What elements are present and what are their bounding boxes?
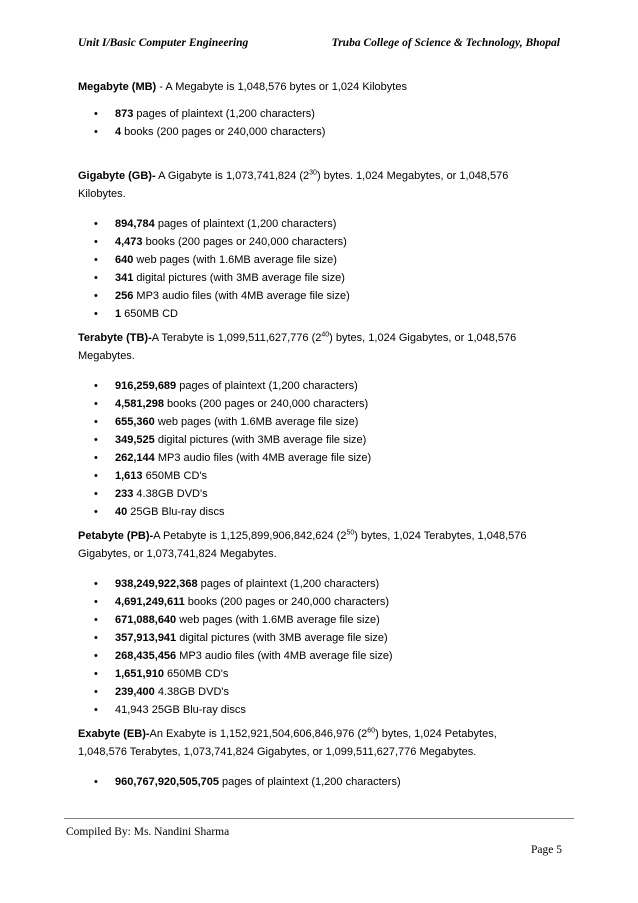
page-number: Page 5 xyxy=(531,844,562,856)
section-definition-cont: Kilobytes. xyxy=(78,188,126,200)
exponent: 30 xyxy=(309,169,317,177)
item-text: 4.38GB DVD's xyxy=(154,686,230,698)
section-gigabyte xyxy=(78,167,566,323)
section-text: ) bytes, 1,024 Gigabytes, or 1,048,576 xyxy=(329,332,517,344)
item-count: 894,784 xyxy=(115,218,155,230)
item-text: web pages (with 1.6MB average file size) xyxy=(133,254,337,266)
list-item xyxy=(78,233,566,251)
list-item xyxy=(78,395,566,413)
item-text: pages of plaintext (1,200 characters) xyxy=(154,218,337,230)
item-text: books (200 pages or 240,000 characters) xyxy=(121,126,326,138)
section-term: Gigabyte (GB)- xyxy=(78,170,156,182)
item-count: 4,691,249,611 xyxy=(115,596,185,608)
item-text: pages of plaintext (1,200 characters) xyxy=(197,578,380,590)
item-count: 239,400 xyxy=(115,686,155,698)
item-count: 233 xyxy=(115,488,134,500)
item-count: 268,435,456 xyxy=(115,650,177,662)
list-item xyxy=(78,575,566,593)
list-item xyxy=(78,647,566,665)
section-definition xyxy=(78,78,566,96)
list-item xyxy=(78,215,566,233)
item-count: 256 xyxy=(115,290,134,302)
section-term: Exabyte (EB)- xyxy=(78,728,150,740)
item-list xyxy=(78,105,566,141)
item-count: 655,360 xyxy=(115,416,155,428)
item-count: 40 xyxy=(115,506,128,518)
item-text: 41,943 25GB Blu-ray discs xyxy=(115,704,246,716)
item-text: 650MB CD xyxy=(121,308,178,320)
item-text: 650MB CD's xyxy=(163,668,229,680)
list-item xyxy=(78,611,566,629)
page-content xyxy=(78,78,566,791)
section-petabyte xyxy=(78,527,566,719)
header-course-title: Unit I/Basic Computer Engineering xyxy=(78,37,249,49)
item-text: books (200 pages or 240,000 characters) xyxy=(142,236,347,248)
footer-divider xyxy=(64,818,574,819)
item-text: pages of plaintext (1,200 characters) xyxy=(133,108,315,120)
list-item xyxy=(78,593,566,611)
item-count: 1 xyxy=(115,308,122,320)
item-count: 873 xyxy=(115,108,134,120)
list-item xyxy=(78,449,566,467)
section-text: A Petabyte is 1,125,899,906,842,624 (2 xyxy=(153,530,347,542)
item-text: web pages (with 1.6MB average file size) xyxy=(154,416,359,428)
item-count: 916,259,689 xyxy=(115,380,177,392)
item-text: MP3 audio files (with 4MB average file size) xyxy=(133,290,350,302)
section-text: ) bytes, 1,024 Terabytes, 1,048,576 xyxy=(354,530,527,542)
list-item xyxy=(78,377,566,395)
section-definition-cont: Gigabytes, or 1,073,741,824 Megabytes. xyxy=(78,548,277,560)
item-text: 4.38GB DVD's xyxy=(133,488,208,500)
list-item xyxy=(78,485,566,503)
section-definition xyxy=(78,725,566,743)
section-text: - A Megabyte is 1,048,576 bytes or 1,024 Kilobytes xyxy=(156,81,407,93)
item-text: MP3 audio files (with 4MB average file size) xyxy=(176,650,393,662)
item-list xyxy=(78,773,566,791)
list-item xyxy=(78,413,566,431)
list-item xyxy=(78,701,566,719)
section-term: Terabyte (TB)- xyxy=(78,332,152,344)
list-item xyxy=(78,773,566,791)
item-count: 4 xyxy=(115,126,122,138)
list-item xyxy=(78,431,566,449)
section-definition xyxy=(78,167,566,185)
item-text: MP3 audio files (with 4MB average file size) xyxy=(154,452,372,464)
item-text: digital pictures (with 3MB average file size) xyxy=(154,434,367,446)
item-list xyxy=(78,377,566,521)
exponent: 50 xyxy=(346,529,355,537)
section-megabyte xyxy=(78,78,566,141)
section-terabyte xyxy=(78,329,566,521)
section-text: ) bytes, 1,024 Petabytes, xyxy=(375,728,497,740)
item-text: books (200 pages or 240,000 characters) xyxy=(163,398,369,410)
item-text: pages of plaintext (1,200 characters) xyxy=(176,380,358,392)
section-definition xyxy=(78,527,566,545)
section-text: ) bytes. 1,024 Megabytes, or 1,048,576 xyxy=(316,170,509,182)
item-list xyxy=(78,575,566,719)
item-text: 25GB Blu-ray discs xyxy=(127,506,225,518)
section-definition-cont: 1,048,576 Terabytes, 1,073,741,824 Gigabytes, or 1,099,511,627,776 Megabytes. xyxy=(78,746,477,758)
item-count: 4,581,298 xyxy=(115,398,164,410)
header-college-name: Truba College of Science & Technology, Bhopal xyxy=(331,37,560,49)
footer-compiled-by: Compiled By: Ms. Nandini Sharma xyxy=(66,826,230,838)
item-list xyxy=(78,215,566,323)
item-count: 341 xyxy=(115,272,134,284)
list-item xyxy=(78,467,566,485)
item-count: 671,088,640 xyxy=(115,614,177,626)
item-text: digital pictures (with 3MB average file size) xyxy=(133,272,345,284)
list-item xyxy=(78,287,566,305)
item-text: pages of plaintext (1,200 characters) xyxy=(219,776,401,788)
list-item xyxy=(78,305,566,323)
list-item xyxy=(78,251,566,269)
section-text: An Exabyte is 1,152,921,504,606,846,976 (2 xyxy=(149,728,368,740)
list-item xyxy=(78,665,566,683)
section-definition xyxy=(78,329,566,347)
list-item xyxy=(78,269,566,287)
section-text: A Terabyte is 1,099,511,627,776 (2 xyxy=(151,332,322,344)
page-header xyxy=(78,37,560,55)
item-text: digital pictures (with 3MB average file size) xyxy=(176,632,388,644)
item-count: 1,613 xyxy=(115,470,143,482)
item-text: web pages (with 1.6MB average file size) xyxy=(176,614,380,626)
exponent: 40 xyxy=(321,331,330,339)
item-text: 650MB CD's xyxy=(142,470,207,482)
list-item xyxy=(78,123,566,141)
item-count: 4,473 xyxy=(115,236,143,248)
exponent: 60 xyxy=(367,727,376,735)
item-count: 960,767,920,505,705 xyxy=(115,776,219,788)
item-text: books (200 pages or 240,000 characters) xyxy=(184,596,389,608)
list-item xyxy=(78,683,566,701)
list-item xyxy=(78,503,566,521)
item-count: 1,651,910 xyxy=(115,668,164,680)
item-count: 349,525 xyxy=(115,434,155,446)
section-term: Petabyte (PB)- xyxy=(78,530,154,542)
item-count: 357,913,941 xyxy=(115,632,177,644)
section-definition-cont: Megabytes. xyxy=(78,350,135,362)
item-count: 262,144 xyxy=(115,452,155,464)
item-count: 640 xyxy=(115,254,134,266)
list-item xyxy=(78,629,566,647)
section-term: Megabyte (MB) xyxy=(78,81,157,93)
section-exabyte xyxy=(78,725,566,791)
list-item xyxy=(78,105,566,123)
item-count: 938,249,922,368 xyxy=(115,578,198,590)
section-text: A Gigabyte is 1,073,741,824 (2 xyxy=(155,170,310,182)
